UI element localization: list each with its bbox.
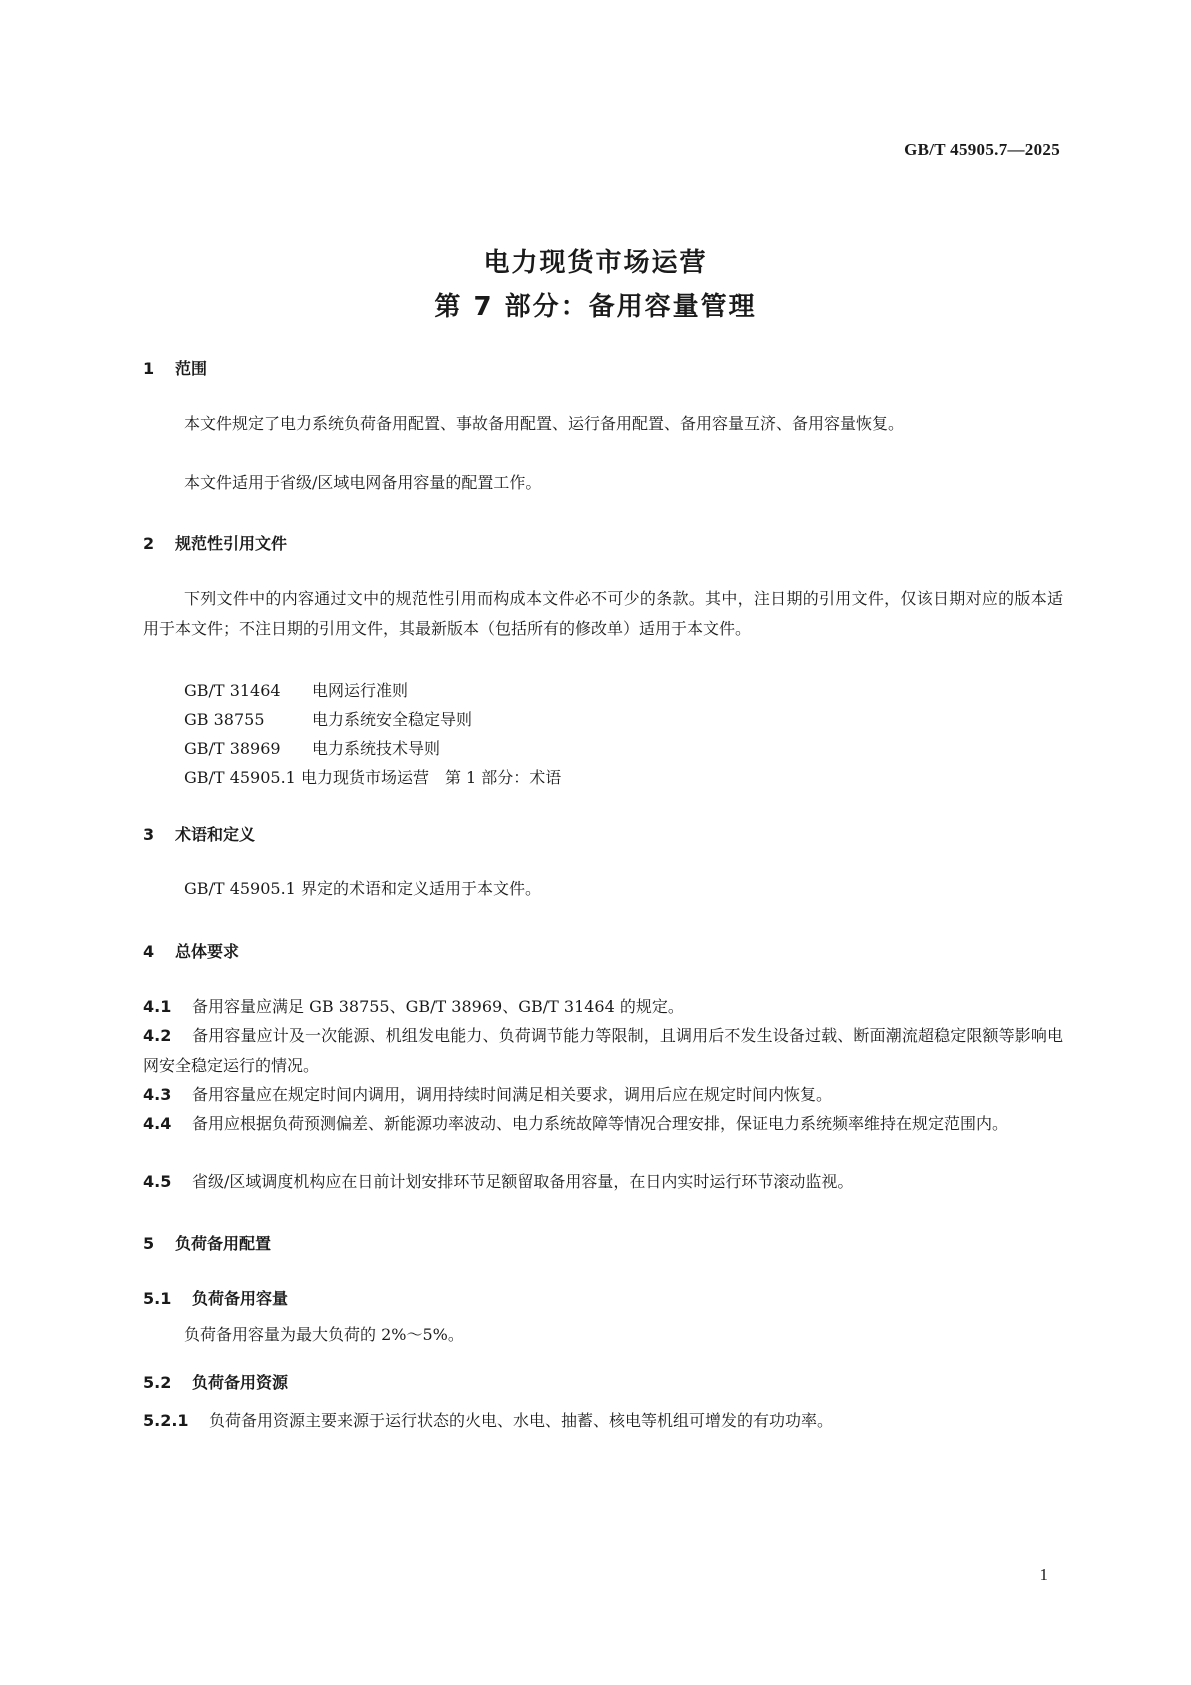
clause-4-3 bbox=[143, 1080, 1063, 1110]
section-title: 负荷备用配置 bbox=[175, 1234, 272, 1253]
clause-4-1 bbox=[143, 992, 1063, 1022]
section-1-heading bbox=[143, 356, 207, 379]
reference-item bbox=[184, 736, 440, 759]
section-4-heading bbox=[143, 939, 239, 962]
reference-item bbox=[184, 765, 561, 788]
section-title: 范围 bbox=[175, 359, 208, 378]
standard-number: GB/T 45905.7—2025 bbox=[904, 140, 1060, 159]
clause-text: 备用容量应满足 GB 38755、GB/T 38969、GB/T 31464 的规定。 bbox=[192, 997, 684, 1016]
subsection-5-1-heading bbox=[143, 1286, 288, 1309]
reference-code: GB/T 45905.1 bbox=[184, 768, 296, 787]
reference-name: 电网运行准则 bbox=[312, 681, 409, 700]
section-title: 总体要求 bbox=[175, 942, 240, 961]
page-number: 1 bbox=[1039, 1565, 1048, 1584]
section-number: 5 bbox=[143, 1234, 155, 1253]
reference-code: GB 38755 bbox=[184, 710, 265, 729]
section-2-heading bbox=[143, 531, 287, 554]
document-title-line2: 第 7 部分：备用容量管理 bbox=[434, 292, 757, 322]
section-title: 术语和定义 bbox=[175, 825, 256, 844]
subsection-number: 5.1 bbox=[143, 1289, 172, 1308]
reference-name: 电力现货市场运营 第 1 部分：术语 bbox=[300, 768, 562, 787]
section-3-paragraph-1: GB/T 45905.1 界定的术语和定义适用于本文件。 bbox=[184, 879, 541, 898]
reference-name: 电力系统技术导则 bbox=[312, 739, 441, 758]
clause-text: 负荷备用资源主要来源于运行状态的火电、水电、抽蓄、核电等机组可增发的有功功率。 bbox=[209, 1411, 834, 1430]
subsection-title: 负荷备用资源 bbox=[192, 1373, 289, 1392]
section-1-paragraph-1: 本文件规定了电力系统负荷备用配置、事故备用配置、运行备用配置、备用容量互济、备用容量恢复。 bbox=[184, 414, 905, 433]
reference-code: GB/T 38969 bbox=[184, 739, 281, 758]
section-number: 4 bbox=[143, 942, 155, 961]
clause-number: 5.2.1 bbox=[143, 1411, 189, 1430]
clause-4-4 bbox=[143, 1109, 1063, 1139]
section-3-heading bbox=[143, 822, 255, 845]
section-5-heading bbox=[143, 1231, 271, 1254]
section-title: 规范性引用文件 bbox=[175, 534, 288, 553]
clause-text: 备用应根据负荷预测偏差、新能源功率波动、电力系统故障等情况合理安排，保证电力系统频率维持在规定范围内。 bbox=[192, 1114, 1009, 1133]
reference-code: GB/T 31464 bbox=[184, 681, 281, 700]
subsection-5-2-heading bbox=[143, 1370, 288, 1393]
section-number: 1 bbox=[143, 359, 155, 378]
section-1-paragraph-2: 本文件适用于省级/区域电网备用容量的配置工作。 bbox=[184, 473, 542, 492]
clause-number: 4.5 bbox=[143, 1172, 172, 1191]
clause-text: 备用容量应在规定时间内调用，调用持续时间满足相关要求，调用后应在规定时间内恢复。 bbox=[192, 1085, 833, 1104]
clause-5-2-1 bbox=[143, 1406, 1063, 1436]
reference-item bbox=[184, 707, 472, 730]
clause-number: 4.2 bbox=[143, 1026, 172, 1045]
clause-4-5 bbox=[143, 1167, 1063, 1197]
subsection-5-1-paragraph: 负荷备用容量为最大负荷的 2%～5%。 bbox=[184, 1325, 464, 1344]
clause-4-2 bbox=[143, 1021, 1063, 1081]
section-2-paragraph-1: 下列文件中的内容通过文中的规范性引用而构成本文件必不可少的条款。其中，注日期的引用文件，仅该日期对应的版本适用于本文件；不注日期的引用文件，其最新版本（包括所有的修改单）适用于本文件。 bbox=[143, 589, 1063, 638]
document-title-line1: 电力现货市场运营 bbox=[483, 248, 708, 278]
subsection-title: 负荷备用容量 bbox=[192, 1289, 289, 1308]
reference-item bbox=[184, 678, 408, 701]
clause-number: 4.3 bbox=[143, 1085, 172, 1104]
clause-number: 4.4 bbox=[143, 1114, 172, 1133]
clause-number: 4.1 bbox=[143, 997, 172, 1016]
clause-text: 省级/区域调度机构应在日前计划安排环节足额留取备用容量，在日内实时运行环节滚动监视。 bbox=[192, 1172, 854, 1191]
section-number: 2 bbox=[143, 534, 155, 553]
clause-text: 备用容量应计及一次能源、机组发电能力、负荷调节能力等限制，且调用后不发生设备过载、断面潮流超稳定限额等影响电网安全稳定运行的情况。 bbox=[143, 1026, 1063, 1075]
reference-name: 电力系统安全稳定导则 bbox=[312, 710, 473, 729]
subsection-number: 5.2 bbox=[143, 1373, 172, 1392]
section-number: 3 bbox=[143, 825, 155, 844]
